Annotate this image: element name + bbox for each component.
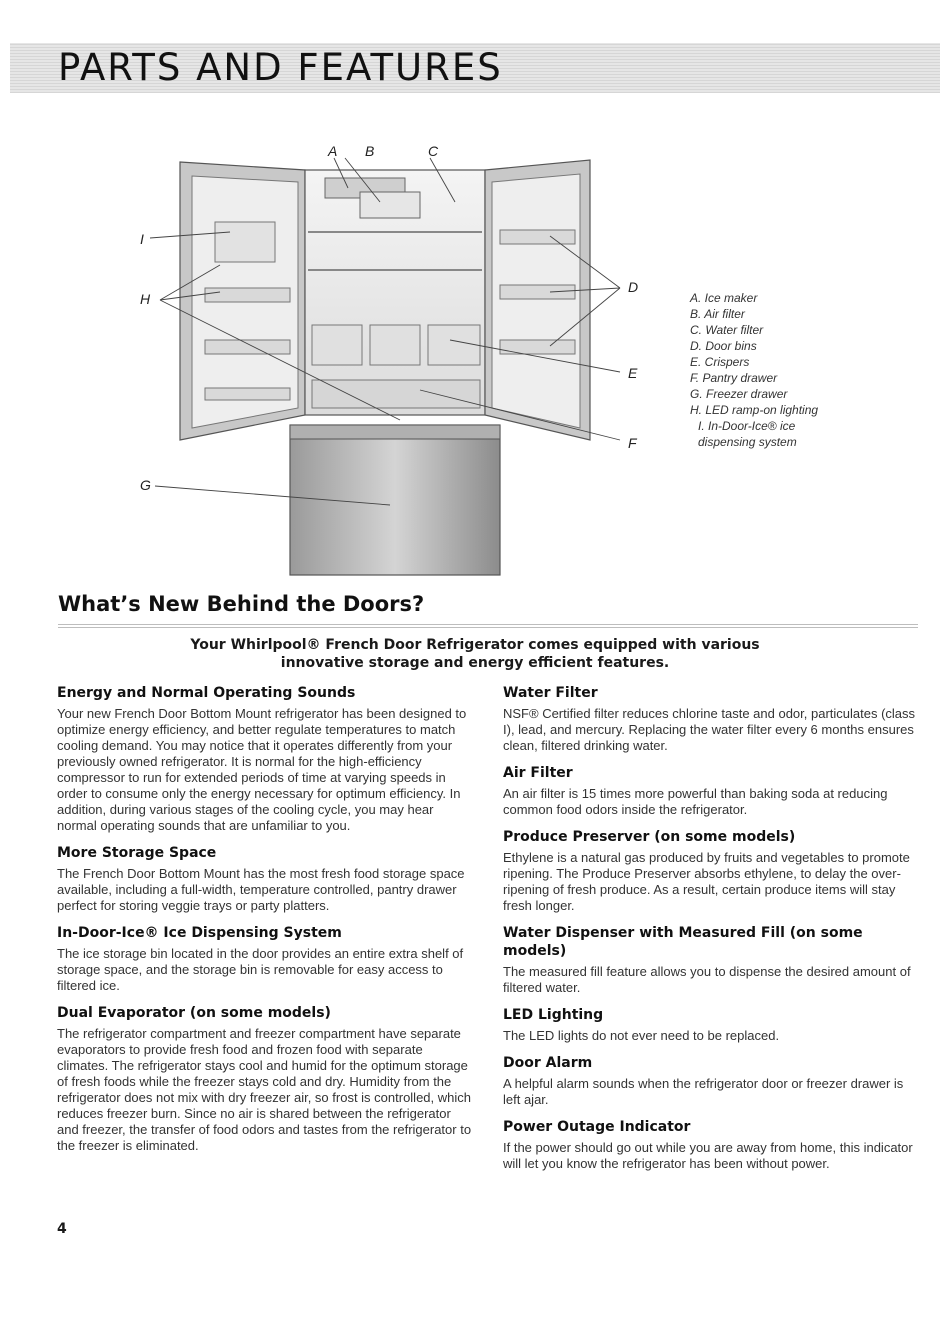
section-intro	[60, 636, 890, 672]
page-number: 4	[57, 1221, 67, 1237]
section-heading: What’s New Behind the Doors?	[58, 592, 425, 616]
legend-item: H. LED ramp-on lighting	[690, 403, 819, 417]
feature-body: If the power should go out while you are away from home, this indicator will let you know the refrigerator has been without power.	[503, 1140, 913, 1171]
feature-title: LED Lighting	[503, 1007, 604, 1023]
feature-body: The French Door Bottom Mount has the most fresh food storage space available, including a full-width, temperature controlled, pantry drawer perfect for storing veggie trays or party platters.	[57, 866, 465, 913]
right-column	[503, 684, 923, 1182]
callout-h: H	[140, 291, 151, 307]
legend-item: G. Freezer drawer	[690, 387, 788, 401]
crisper-middle	[370, 325, 420, 365]
feature-water-filter	[503, 684, 923, 754]
feature-title: Water Filter	[503, 685, 598, 701]
feature-led-lighting	[503, 1006, 923, 1044]
feature-power-outage	[503, 1118, 923, 1172]
legend-item: E. Crispers	[690, 355, 750, 369]
legend-item: C. Water filter	[690, 323, 764, 337]
callout-e: E	[628, 365, 638, 381]
intro-line: innovative storage and energy efficient features.	[280, 655, 670, 671]
intro-line: Your Whirlpool® French Door Refrigerator comes equipped with various	[190, 637, 760, 653]
feature-produce-preserver	[503, 828, 923, 914]
door-bin	[500, 230, 575, 244]
door-bin	[205, 340, 290, 354]
feature-energy-sounds	[57, 684, 475, 834]
feature-in-door-ice	[57, 924, 475, 994]
feature-body: Ethylene is a natural gas produced by fruits and vegetables to promote ripening. The Produce Preserver absorbs ethylene, to delay the over-ripening of fresh produce. As a result, certain produce items will stay fresh longer.	[503, 850, 910, 913]
callout-i: I	[140, 231, 144, 247]
legend-item: B. Air filter	[690, 307, 745, 321]
crisper-left	[312, 325, 362, 365]
feature-title: Air Filter	[503, 765, 573, 781]
legend-item: F. Pantry drawer	[690, 371, 778, 385]
feature-body: The refrigerator compartment and freezer compartment have separate evaporators to provide fresh food and frozen food with separate climates. The refrigerator stays cool and humid for the optimum storage of fresh foods while the freezer stays cold and dry. Humidity from the refrigerator does not mix with dry freezer air, so frost is controlled, which reduces freezer burn. Since no air is shared between the refrigerator and freezer, the transfer of food odors and tastes from the refrigerator to the freezer is eliminated.	[57, 1026, 472, 1153]
pantry-drawer	[312, 380, 480, 408]
callout-g: G	[140, 477, 151, 493]
crisper-right	[428, 325, 480, 365]
ice-dispenser-bin	[215, 222, 275, 262]
legend-item: A. Ice maker	[690, 291, 758, 305]
callout-a: A	[328, 143, 338, 159]
feature-body: The ice storage bin located in the door provides an entire extra shelf of storage space, and the storage bin is removable for easy access to filtered ice.	[57, 946, 464, 993]
door-bin	[205, 288, 290, 302]
feature-body: The LED lights do not ever need to be replaced.	[503, 1028, 780, 1043]
left-door	[180, 162, 305, 440]
callout-b: B	[365, 143, 375, 159]
right-door	[485, 160, 590, 440]
feature-air-filter	[503, 764, 923, 818]
feature-title: Door Alarm	[503, 1055, 593, 1071]
legend-item: D. Door bins	[690, 339, 757, 353]
feature-door-alarm	[503, 1054, 923, 1108]
feature-title: Dual Evaporator (on some models)	[57, 1005, 331, 1021]
section-divider	[58, 622, 918, 628]
callout-f: F	[628, 435, 637, 451]
refrigerator-drawing	[130, 140, 670, 595]
door-bin	[500, 285, 575, 299]
feature-water-dispenser	[503, 924, 923, 996]
feature-title: Water Dispenser with Measured Fill (on some models)	[503, 925, 863, 959]
feature-title: More Storage Space	[57, 845, 217, 861]
feature-dual-evaporator	[57, 1004, 475, 1154]
water-filter-housing	[360, 192, 420, 218]
fresh-food-compartment	[305, 170, 485, 415]
feature-title: In-Door-Ice® Ice Dispensing System	[57, 925, 342, 941]
legend-item: I. In-Door-Ice® ice	[698, 419, 796, 433]
figure-legend	[690, 290, 890, 450]
door-bin	[205, 388, 290, 400]
freezer-drawer	[290, 425, 500, 575]
feature-body: A helpful alarm sounds when the refrigerator door or freezer drawer is left ajar.	[503, 1076, 904, 1107]
callout-d: D	[628, 279, 639, 295]
page-title: PARTS AND FEATURES	[58, 46, 503, 89]
legend-item: dispensing system	[698, 435, 797, 449]
feature-title: Energy and Normal Operating Sounds	[57, 685, 356, 701]
feature-storage-space	[57, 844, 475, 914]
feature-body: The measured fill feature allows you to dispense the desired amount of filtered water.	[503, 964, 911, 995]
callout-c: C	[428, 143, 439, 159]
feature-title: Produce Preserver (on some models)	[503, 829, 796, 845]
feature-body: An air filter is 15 times more powerful than baking soda at reducing common food odors inside the refrigerator.	[503, 786, 888, 817]
feature-body: Your new French Door Bottom Mount refrigerator has been designed to optimize energy efficiency, and better regulate temperatures to match cooling demand. You may notice that it operates differently from your previously owned refrigerator. It is normal for the high-efficiency compressor to run for extended periods of time at varying speeds in order to consume only the energy necessary for optimum efficiency. In addition, during various stages of the cooling cycle, you may hear normal operating sounds that are unfamiliar to you.	[57, 706, 467, 833]
header-banner	[10, 43, 940, 93]
left-column	[57, 684, 475, 1164]
feature-title: Power Outage Indicator	[503, 1119, 691, 1135]
feature-body: NSF® Certified filter reduces chlorine taste and odor, particulates (class I), lead, and mercury. Replacing the water filter every 6 months ensures clean, filtered drinking water.	[503, 706, 916, 753]
refrigerator-illustration	[130, 140, 670, 595]
